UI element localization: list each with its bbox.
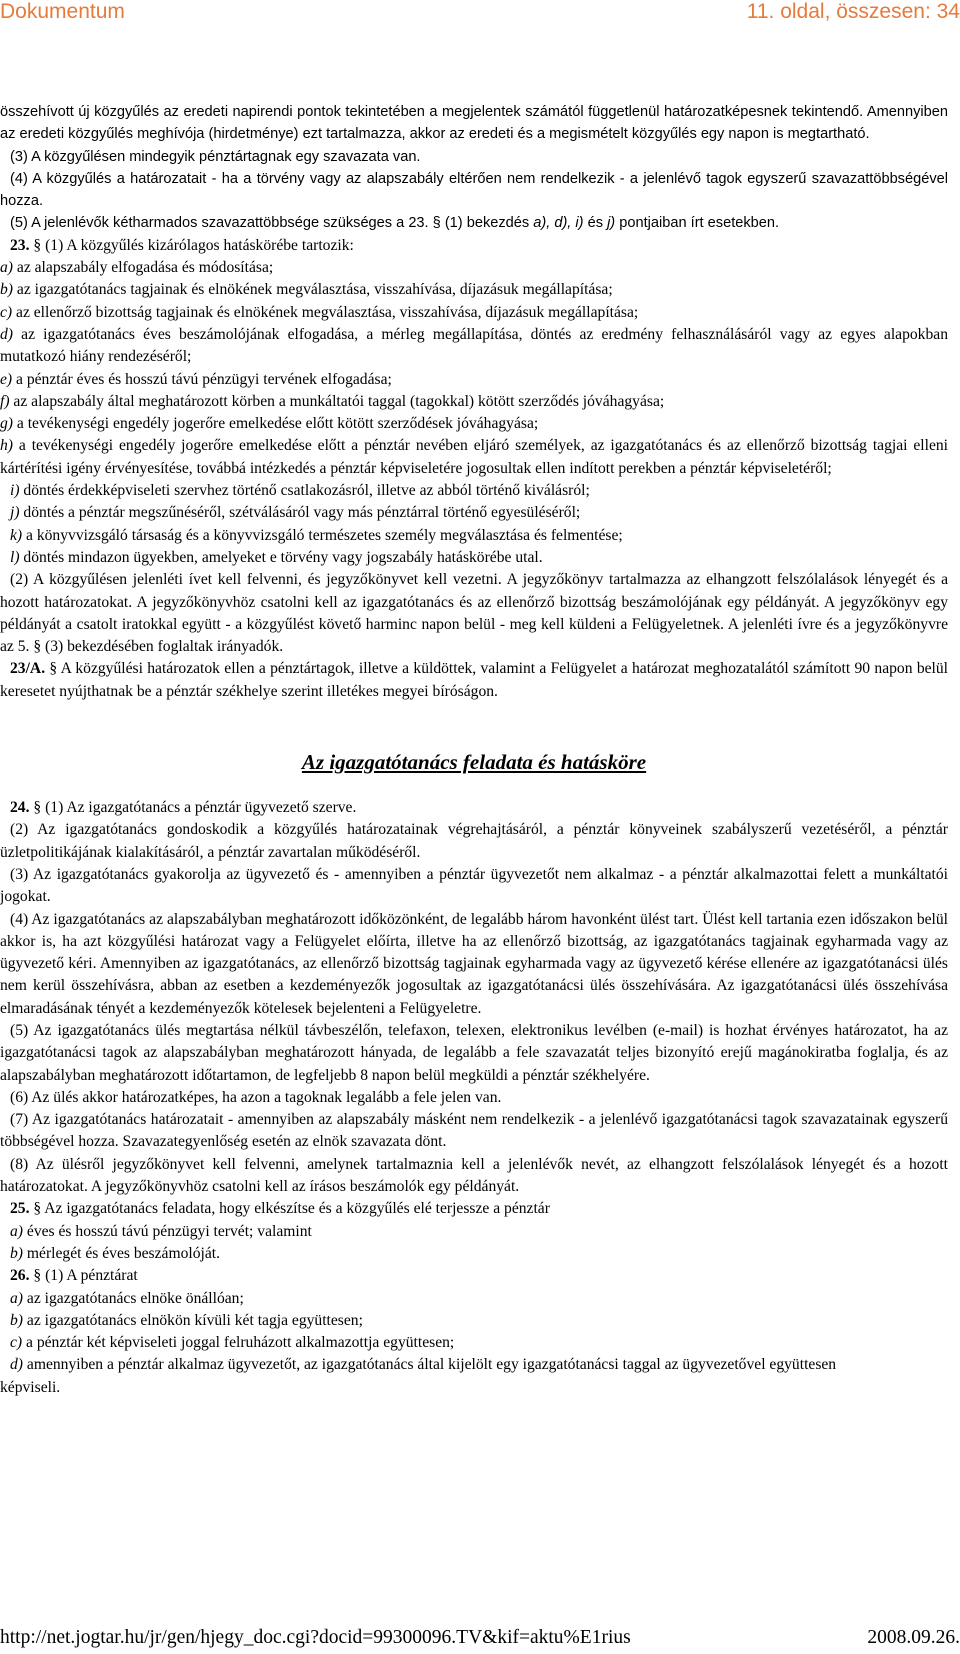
paragraph: (7) Az igazgatótanács határozatait - amennyiben az alapszabály másként nem rendelkezik - a jelenlévő igazgatótanácsi tagok szavazatainak egyszerű többségével hozza. Szavazategyenlőség esetén az elnök szavazata dönt. bbox=[0, 1111, 948, 1151]
list-item: d) amennyiben a pénztár alkalmaz ügyvezetőt, az igazgatótanács által kijelölt egy igazgatótanácsi taggal az ügyvezetővel együttesen bbox=[10, 1356, 837, 1374]
section-24-intro: 24. § (1) Az igazgatótanács a pénztár ügyvezető szerve. bbox=[10, 799, 357, 817]
list-item: f) az alapszabály által meghatározott körben a munkáltatói taggal (tagokkal) kötött szerződés jóváhagyása; bbox=[0, 392, 665, 410]
page-footer bbox=[0, 1627, 960, 1654]
list-item: b) az igazgatótanács tagjainak és elnökének megválasztása, visszahívása, díjazásuk megállapítása; bbox=[0, 281, 613, 299]
list-item: b) mérlegét és éves beszámolóját. bbox=[10, 1244, 221, 1262]
document-label: Dokumentum bbox=[0, 0, 125, 23]
paragraph: (2) A közgyűlésen jelenléti ívet kell felvenni, és jegyzőkönyvet kell vezetni. A jegyzőkönyv tartalmazza az elhangzott felszólalások lényegét és a hozott határozatokat. A jegyzőkönyvhöz csatolni kell az igazgatótanács és az ellenőrző bizottság beszámolójának egy példányát. A jegyzőkönyv egy példányát a csatolt iratokkal együtt - a közgyűlést követő harminc napon belül - meg kell küldeni a Felügyeletnek. A jelenléti ívre és a jegyzőkönyvre az 5. § (3) bekezdésében foglaltak irányadók. bbox=[0, 571, 948, 656]
paragraph: összehívott új közgyűlés az eredeti napirendi pontok tekintetében a megjelentek számától függetlenül határozatképesnek tekintendő. Amennyiben az eredeti közgyűlés meghívója (hirdetménye) ezt tartalmazza, akkor az eredeti és a megismételt közgyűlés egy napon is megtartható. bbox=[0, 104, 948, 143]
paragraph: (5) A jelenlévők kétharmados szavazattöbbsége szükséges a 23. § (1) bekezdés a), d), i) és j) pontjaiban írt esetekben. bbox=[10, 215, 780, 232]
paragraph: képviseli. bbox=[0, 1378, 61, 1396]
list-item: i) döntés érdekképviseleti szervhez történő csatlakozásról, illetve az abból történő kiválásról; bbox=[10, 482, 590, 500]
section-23-intro: 23. § (1) A közgyűlés kizárólagos hatáskörébe tartozik: bbox=[10, 236, 354, 254]
list-item: a) az alapszabály elfogadása és módosítása; bbox=[0, 259, 274, 277]
section-title: Az igazgatótanács feladata és hatásköre bbox=[301, 750, 647, 775]
list-item: k) a könyvvizsgáló társaság és a könyvvizsgáló természetes személy megválasztása és felmentése; bbox=[10, 526, 623, 544]
paragraph: (8) Az ülésről jegyzőkönyvet kell felvenni, amelynek tartalmaznia kell a jelenlévők nevét, az elhangzott felszólalások lényegét és a hozott határozatokat. A jegyzőkönyvhöz csatolni kell az írásos beszámolók egy példányát. bbox=[0, 1155, 948, 1196]
print-date: 2008.09.26. bbox=[867, 1627, 960, 1648]
section-25-intro: 25. § Az igazgatótanács feladata, hogy elkészítse és a közgyűlés elé terjessze a pénztár bbox=[10, 1200, 550, 1218]
list-item: a) éves és hosszú távú pénzügyi tervét; valamint bbox=[10, 1222, 312, 1240]
list-item: h) a tevékenységi engedély jogerőre emelkedése előtt a pénztár nevében eljáró személyek, az igazgatótanács és az ellenőrző bizottság tagjai elleni kártérítési igény érvényesítése, továbbá intézkedés a pénztár képviseletére jogosultak ellen indított perekben a pénztár képviseletéről; bbox=[0, 437, 948, 477]
list-item: e) a pénztár éves és hosszú távú pénzügyi tervének elfogadása; bbox=[0, 370, 392, 388]
section-26-intro: 26. § (1) A pénztárat bbox=[10, 1267, 138, 1285]
document-body bbox=[0, 101, 948, 1399]
paragraph: (5) Az igazgatótanács ülés megtartása nélkül távbeszélőn, telefaxon, telexen, elektronikus levélben (e-mail) is hozhat érvényes határozatot, ha az igazgatótanácsi tagok az alapszabályban meghatározott hányada, de legalább a fele szavazatát teljes bizonyító erejű magánokiratba foglalja, és az alapszabályban meghatározott időtartamon, de legfeljebb 8 napon belül megküldi a pénztár székhelyére. bbox=[0, 1021, 948, 1084]
list-item: d) az igazgatótanács éves beszámolójának elfogadása, a mérleg megállapítása, döntés az eredmény felhasználásáról vagy az egyes alapokban mutatkozó hiány rendezéséről; bbox=[0, 325, 948, 366]
paragraph: (2) Az igazgatótanács gondoskodik a közgyűlés határozatainak végrehajtásáról, a pénztár könyveinek szabályszerű vezetéséről, a pénztár üzletpolitikájának kialakításáról, a pénztár zavartalan működéséről. bbox=[0, 821, 948, 861]
list-item: j) döntés a pénztár megszűnéséről, szétválásáról vagy más pénztárral történő egyesüléséről; bbox=[10, 504, 581, 522]
paragraph: (4) Az igazgatótanács az alapszabályban meghatározott időközönként, de legalább három havonként ülést tart. Ülést kell tartania ezen időszakon belül akkor is, ha azt közgyűlési határozat vagy a Felügyelet előírta, illetve ha az ellenőrző bizottság, az igazgatótanács tagjainak egyharmada vagy az ügyvezető kéri. Amennyiben az igazgatótanács, az ellenőrző bizottság tagjainak egyharmada vagy az ügyvezető kérése ellenére az igazgatótanácsi ülés nem kerül összehívásra, abban az esetben a kezdeményezők jogosultak az igazgatótanácsi ülés összehívására. Az igazgatótanácsi ülés összehívása elmaradásának tényét a kezdeményezők kötelesek bejelenteni a Felügyeletre. bbox=[0, 910, 948, 1017]
list-item: b) az igazgatótanács elnökön kívüli két tagja együttesen; bbox=[10, 1311, 363, 1329]
list-item: c) az ellenőrző bizottság tagjainak és elnökének megválasztása, visszahívása, díjazásuk megállapítása; bbox=[0, 303, 639, 321]
page-counter: 11. oldal, összesen: 34 bbox=[746, 0, 960, 23]
list-item: c) a pénztár két képviseleti joggal felruházott alkalmazottja együttesen; bbox=[10, 1334, 455, 1352]
page-header bbox=[0, 0, 960, 30]
paragraph: (4) A közgyűlés a határozatait - ha a törvény vagy az alapszabály eltérően nem rendelkezik - a jelenlévő tagok egyszerű szavazattöbbségével hozza. bbox=[0, 170, 948, 210]
list-item: g) a tevékenységi engedély jogerőre emelkedése előtt kötött szerződések jóváhagyása; bbox=[0, 415, 539, 433]
paragraph: (3) A közgyűlésen mindegyik pénztártagnak egy szavazata van. bbox=[10, 148, 421, 165]
source-url: http://net.jogtar.hu/jr/gen/hjegy_doc.cgi?docid=99300096.TV&kif=aktu%E1rius bbox=[0, 1627, 631, 1648]
paragraph: (6) Az ülés akkor határozatképes, ha azon a tagoknak legalább a fele jelen van. bbox=[10, 1088, 502, 1106]
paragraph: (3) Az igazgatótanács gyakorolja az ügyvezető és - amennyiben a pénztár ügyvezetőt nem alkalmaz - a pénztár alkalmazottai felett a munkáltatói jogokat. bbox=[0, 865, 948, 906]
section-23a: 23/A. § A közgyűlési határozatok ellen a pénztártagok, illetve a küldöttek, valamint a Felügyelet a határozat meghozatalától számított 90 napon belül keresetet nyújthatnak be a pénztár székhelye szerint illetékes megyei bíróságon. bbox=[0, 660, 948, 700]
list-item: a) az igazgatótanács elnöke önállóan; bbox=[10, 1289, 244, 1307]
list-item: l) döntés mindazon ügyekben, amelyeket e törvény vagy jogszabály hatáskörébe utal. bbox=[10, 548, 543, 566]
